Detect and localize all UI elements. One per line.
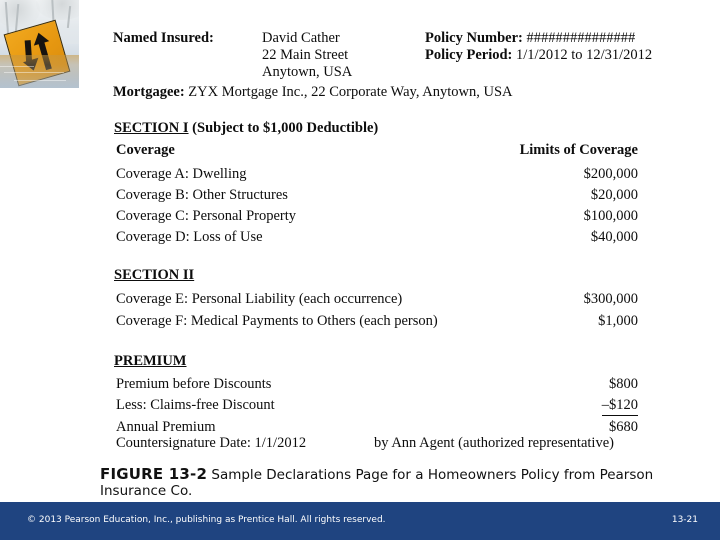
column-header-coverage: Coverage (116, 142, 175, 158)
premium-row-amount: $800 (609, 376, 638, 392)
coverage-row-label: Coverage C: Personal Property (116, 208, 297, 224)
policy-number-label: Policy Number: (425, 30, 523, 46)
premium-row-label: Annual Premium (116, 419, 216, 435)
premium-row-amount: $680 (609, 419, 638, 435)
policy-number-row (425, 30, 635, 47)
mortgagee-row (113, 84, 513, 101)
coverage-row-label: Coverage A: Dwelling (116, 166, 247, 182)
policy-number-value: ############### (526, 30, 636, 46)
coverage-row-amount: $100,000 (583, 208, 638, 224)
mortgagee-label: Mortgagee: (113, 84, 185, 100)
footer-copyright: © 2013 Pearson Education, Inc., publishing as Prentice Hall. All rights reserved. (27, 515, 386, 525)
section-1-heading (114, 120, 378, 137)
coverage-row-label: Coverage D: Loss of Use (116, 229, 263, 245)
coverage-row-amount: $200,000 (583, 166, 638, 182)
premium-heading: PREMIUM (114, 353, 187, 369)
coverage-row-label: Coverage E: Personal Liability (each occurrence) (116, 291, 403, 307)
coverage-row-label: Coverage F: Medical Payments to Others (each person) (116, 313, 438, 329)
premium-row-amount: –$120 (602, 397, 638, 416)
figure-caption (100, 466, 660, 499)
section-1-title: SECTION I (114, 120, 189, 136)
coverage-row-amount: $40,000 (590, 229, 638, 245)
policy-period-value: 1/1/2012 to 12/31/2012 (516, 47, 653, 63)
coverage-row-amount: $20,000 (590, 187, 638, 203)
policy-period-label: Policy Period: (425, 47, 513, 63)
coverage-row-label: Coverage B: Other Structures (116, 187, 288, 203)
insured-street: 22 Main Street (262, 47, 349, 63)
premium-row-label: Less: Claims-free Discount (116, 397, 275, 413)
coverage-row-amount: $1,000 (598, 313, 638, 329)
countersignature-by: by Ann Agent (authorized representative) (374, 435, 614, 451)
insured-name: David Cather (262, 30, 340, 46)
insured-city: Anytown, USA (262, 64, 353, 80)
footer-bar (0, 502, 720, 540)
premium-row-label: Premium before Discounts (116, 376, 272, 392)
countersignature-date: Countersignature Date: 1/1/2012 (116, 435, 307, 451)
coverage-row-amount: $300,000 (583, 291, 638, 307)
named-insured-label: Named Insured: (113, 30, 214, 46)
section-2-heading: SECTION II (114, 267, 195, 283)
figure-caption-text: Sample Declarations Page for a Homeowners Policy from Pearson Insurance Co. (100, 467, 654, 499)
mortgagee-value: ZYX Mortgage Inc., 22 Corporate Way, Anytown, USA (188, 84, 513, 100)
section-1-deductible: (Subject to $1,000 Deductible) (188, 120, 379, 136)
figure-number: FIGURE 13-2 (100, 465, 208, 483)
policy-period-row (425, 47, 652, 64)
footer-page-number: 13-21 (671, 515, 698, 525)
column-header-limits: Limits of Coverage (519, 142, 638, 158)
